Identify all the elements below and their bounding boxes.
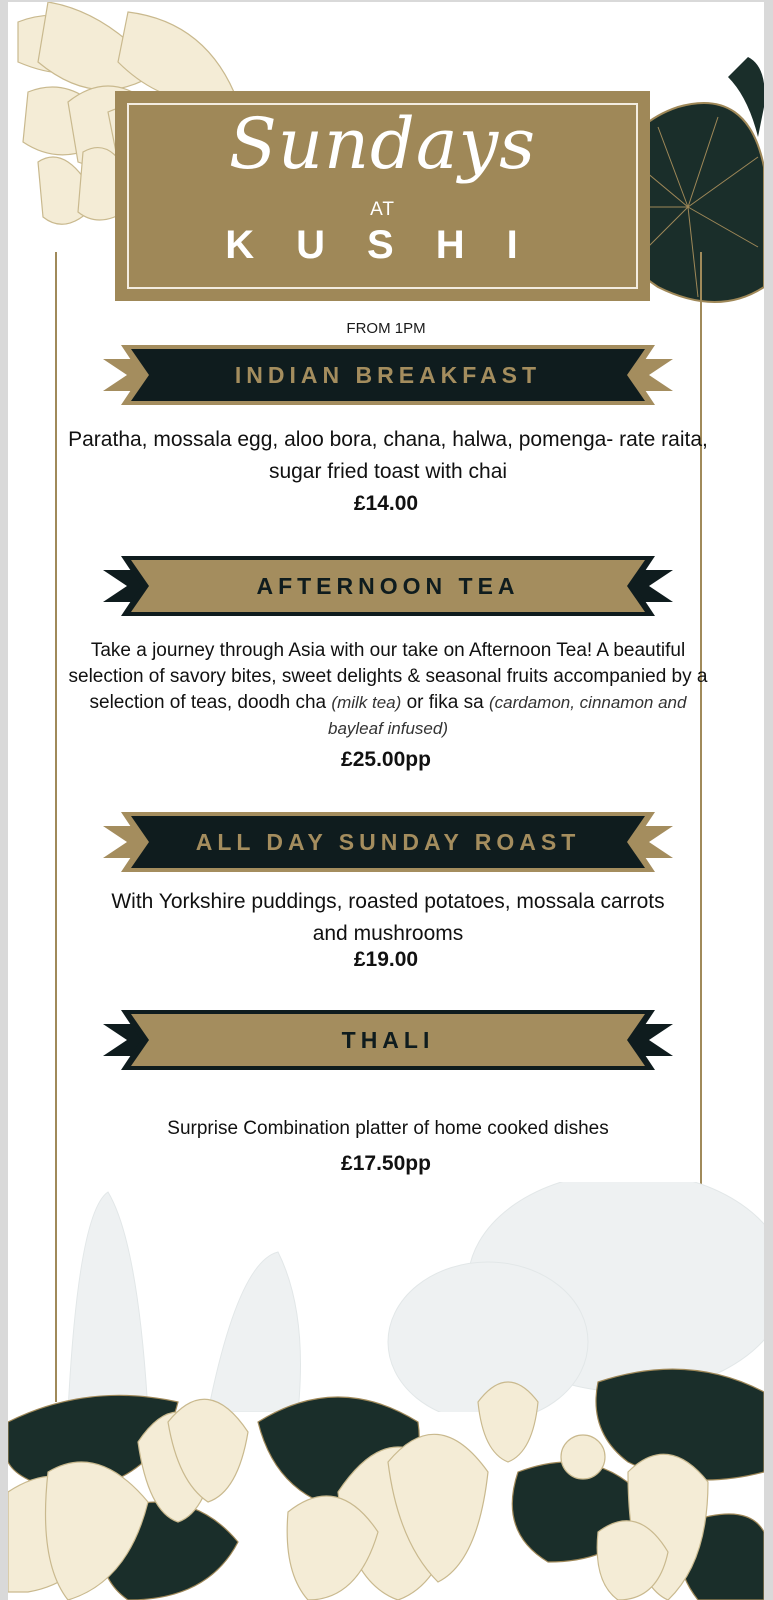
lotus-flower-icon xyxy=(8,1362,764,1600)
section-heading: INDIAN BREAKFAST xyxy=(234,362,542,388)
description-text: Take a journey through Asia with our take on Afternoon Tea! A beautiful selection of savory bites, sweet delights & seasonal fruits accompanied by a selection of teas, doodh cha xyxy=(68,640,708,713)
description-note: (milk tea) xyxy=(331,693,402,712)
description-text: or fika sa xyxy=(406,692,484,713)
title-script: Sundays xyxy=(228,103,537,185)
start-time: FROM 1PM xyxy=(346,320,426,337)
section-heading: AFTERNOON TEA xyxy=(256,573,520,599)
title-block xyxy=(115,91,650,301)
item-description: With Yorkshire puddings, roasted potatoes, mossala carrots and mushrooms xyxy=(111,890,665,945)
section-heading: ALL DAY SUNDAY ROAST xyxy=(195,829,581,855)
item-description: Paratha, mossala egg, aloo bora, chana, halwa, pomenga- rate raita, sugar fried toast with chai xyxy=(68,428,708,483)
section-banner-thali xyxy=(103,1008,673,1072)
section-banner-sunday-roast xyxy=(103,810,673,874)
section-heading: THALI xyxy=(341,1027,435,1053)
item-description: Surprise Combination platter of home cooked dishes xyxy=(167,1118,609,1139)
item-description xyxy=(68,638,708,742)
item-price: £25.00pp xyxy=(341,748,431,771)
item-price: £14.00 xyxy=(353,492,419,515)
description-note: (cardamon, cinnamon and bayleaf infused) xyxy=(327,693,687,738)
menu-page xyxy=(8,2,764,1600)
item-price: £19.00 xyxy=(353,948,419,971)
section-banner-afternoon-tea xyxy=(103,554,673,618)
section-banner-breakfast xyxy=(103,343,673,407)
title-at: AT xyxy=(370,199,395,220)
title-name: KUSHI xyxy=(225,223,560,267)
item-price: £17.50pp xyxy=(341,1152,431,1175)
